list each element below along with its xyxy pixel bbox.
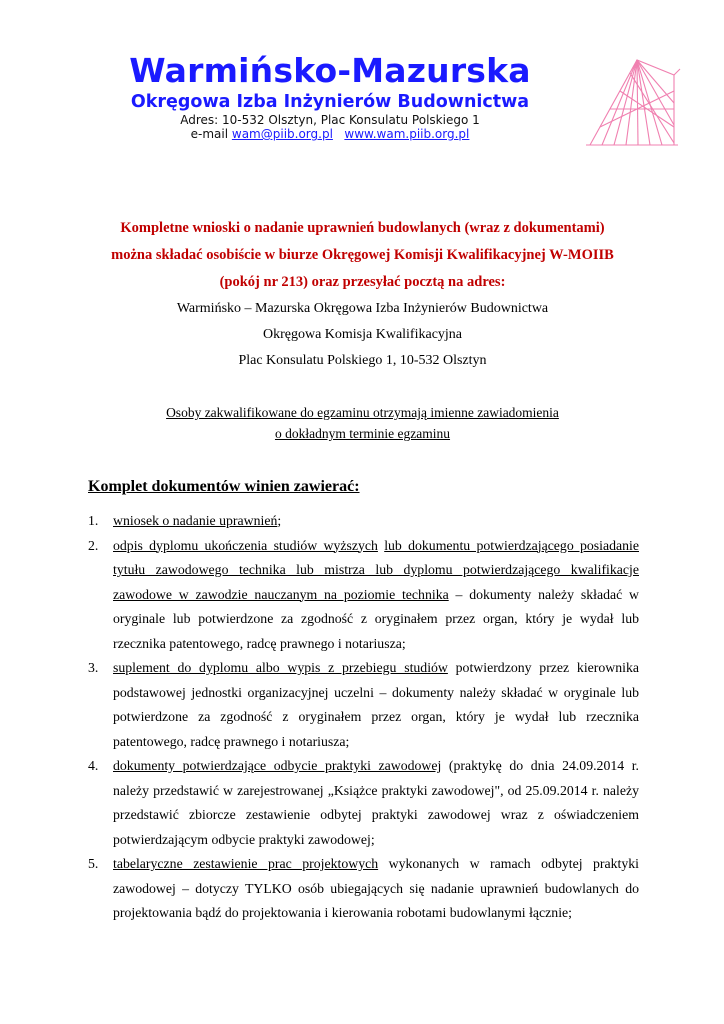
submission-info — [60, 215, 665, 374]
item-text: (praktykę do dnia 24.09.2014 r. należy przedstawić w zarejestrowanej „Książce praktyki zawodowej", od 25.09.2014 r. należy przedstawić zbiorcze zestawienie odbytej praktyki zawodowej wraz z oświadczeniem potwierdzającym odbycie praktyki zawodowej; — [113, 758, 640, 847]
email-link[interactable]: wam@piib.org.pl — [231, 127, 333, 141]
org-title: Warmińsko-Mazurska — [129, 51, 531, 90]
item-title: suplement do dyplomu albo wypis z przebiegu studiów — [113, 660, 448, 675]
item-title: odpis dyplomu ukończenia studiów wyższych — [113, 537, 378, 553]
documents-list — [88, 509, 639, 926]
list-item — [88, 754, 639, 852]
org-subtitle: Okręgowa Izba Inżynierów Budownictwa — [130, 92, 530, 112]
list-item — [88, 534, 639, 657]
oiib-logo-icon — [582, 55, 682, 150]
exam-notice — [60, 402, 665, 444]
item-text: potwierdzony przez kierownika podstawowej jednostki organizacyjnej uczelni – dokumenty należy składać w oryginale lub potwierdzone za zgodność z oryginałem przez organ, który je wydał lub rzecznika patentowego, radcę prawnego i notariusza; — [113, 660, 639, 749]
letterhead — [0, 52, 660, 141]
postal-address-line: Plac Konsulatu Polskiego 1, 10-532 Olsztyn — [238, 353, 487, 368]
item-title-alt: lub dokumentu potwierdzającego posiadanie tytułu zawodowego technika lub mistrza lub dyplomu potwierdzającego kwalifikacje zawodowe w zawodzie nauczanym na poziomie technika — [113, 537, 639, 602]
website-link[interactable]: www.wam.piib.org.pl — [344, 127, 470, 141]
submission-line: Kompletne wnioski o nadanie uprawnień budowlanych (wraz z dokumentami) — [120, 220, 605, 236]
submission-line: można składać osobiście w biurze Okręgowej Komisji Kwalifikacyjnej W-MOIIB — [111, 247, 614, 263]
list-item — [88, 509, 639, 534]
item-number: 4. — [88, 758, 99, 773]
item-title: dokumenty potwierdzające odbycie praktyki zawodowej — [113, 758, 442, 773]
item-number: 1. — [88, 513, 99, 528]
org-address: Adres: 10-532 Olsztyn, Plac Konsulatu Polskiego 1 — [180, 113, 480, 127]
list-item — [88, 656, 639, 754]
item-number: 5. — [88, 856, 99, 871]
item-text: – dokumenty należy składać w oryginale lub potwierdzone za zgodność z oryginałem przez organ, który je wydał lub rzecznika patentowego, radcę prawnego i notariusza; — [113, 586, 639, 651]
submission-line: (pokój nr 213) oraz przesyłać pocztą na adres: — [219, 274, 506, 290]
org-contact — [0, 127, 660, 141]
item-text: ; — [277, 513, 282, 528]
list-item — [88, 852, 639, 926]
item-title: tabelaryczne zestawienie prac projektowych — [113, 856, 379, 871]
item-number: 3. — [88, 660, 99, 675]
exam-notice-line: Osoby zakwalifikowane do egzaminu otrzymają imienne zawiadomienia — [166, 405, 559, 420]
postal-address-line: Okręgowa Komisja Kwalifikacyjna — [262, 327, 463, 342]
postal-address-line: Warmińsko – Mazurska Okręgowa Izba Inżynierów Budownictwa — [176, 301, 549, 316]
exam-notice-line: o dokładnym terminie egzaminu — [274, 426, 451, 441]
item-number: 2. — [88, 537, 99, 553]
documents-heading: Komplet dokumentów winien zawierać: — [88, 478, 360, 495]
email-label: e-mail — [190, 127, 229, 141]
item-title: wniosek o nadanie uprawnień — [113, 513, 278, 528]
item-text: wykonanych w ramach odbytej praktyki zawodowej – dotyczy TYLKO osób ubiegających się nadanie uprawnień budowlanych do projektowania bądź do projektowania i kierowania robotami budowlanymi łącznie; — [113, 856, 639, 920]
